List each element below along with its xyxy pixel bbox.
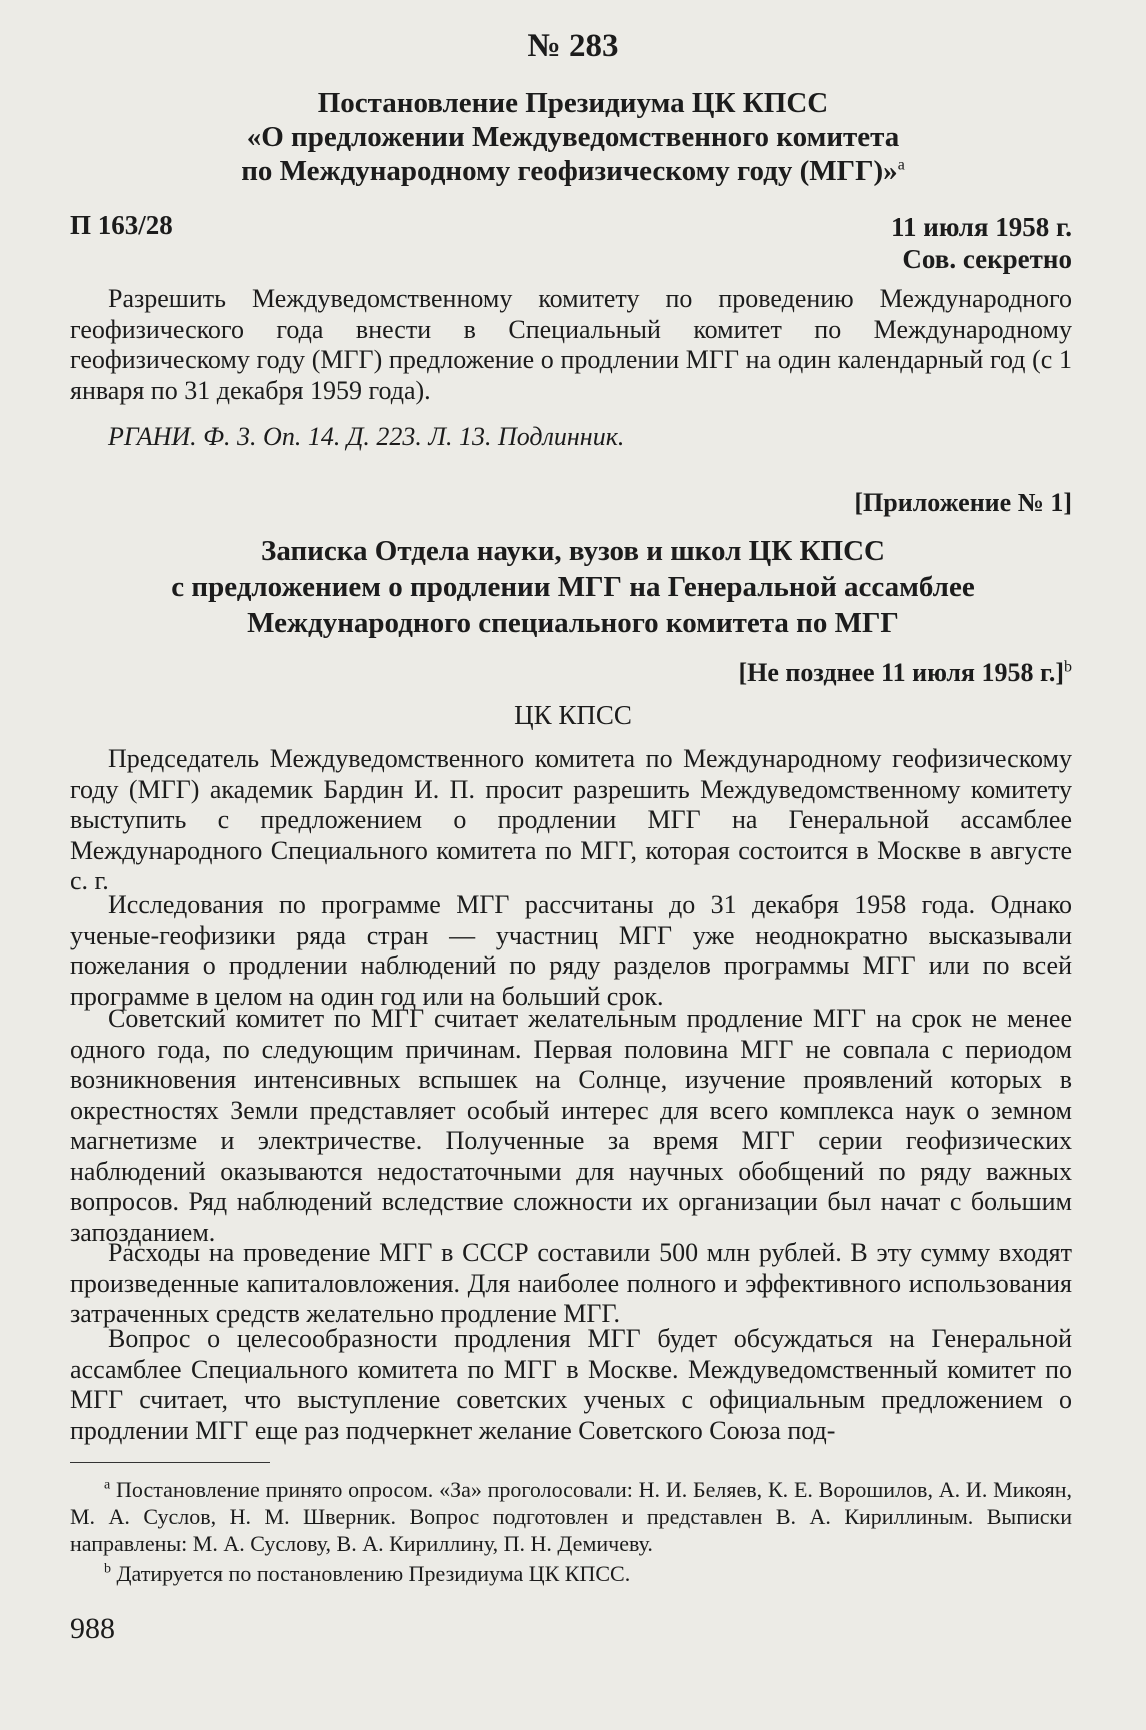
footnote-ref-b: b bbox=[1064, 658, 1072, 676]
appendix-label: [Приложение № 1] bbox=[854, 488, 1072, 517]
page-number: 988 bbox=[70, 1612, 115, 1645]
memo-paragraph-2: Исследования по программе МГГ рассчитаны до 31 декабря 1958 года. Однако ученые-геофизики ряда стран — участниц МГГ уже неоднократно высказывали пожелания о продлении наблюдений по ряду разделов программы МГГ или по всей программе в целом на один год или на больший срок. bbox=[70, 890, 1072, 1011]
title-line-1: Постановление Президиума ЦК КПСС bbox=[317, 87, 829, 119]
document-date: 11 июля 1958 г. bbox=[891, 212, 1072, 242]
memo-paragraph-1: Председатель Междуведомственного комитета по Международному геофизическому году (МГГ) академик Бардин И. П. просит разрешить Междуведомственному комитету выступить с предложением о продлении МГГ на Генеральной ассамблее Международного Специального комитета по МГГ, которая состоится в Москве в августе с. г. bbox=[70, 744, 1072, 895]
addressee: ЦК КПСС bbox=[514, 700, 632, 730]
title-line-2: «О предложении Междуведомственного комитета bbox=[246, 121, 900, 153]
footnote-divider bbox=[70, 1462, 270, 1463]
resolution-text: Разрешить Междуведомственному комитету по проведению Международного геофизического года внести в Специальный комитет по Международному геофизическому году (МГГ) предложение о продлении МГГ на один календарный год (с 1 января по 31 декабря 1959 года). bbox=[70, 284, 1072, 405]
protocol-number: П 163/28 bbox=[70, 210, 173, 240]
archival-source: РГАНИ. Ф. 3. Оп. 14. Д. 223. Л. 13. Подлинник. bbox=[108, 422, 625, 451]
footnote-a: $^а$ Постановление принято опросом. «За» проголосовали: Н. И. Беляев, К. Е. Ворошилов, А. И. Микоян, М. А. Суслов, Н. М. Шверник. Вопрос подготовлен и представлен В. А. Кириллиным. Выписки направлены: М. А. Суслову, В. А. Кириллину, П. Н. Демичеву. bbox=[70, 1477, 1073, 1556]
document-number: № 283 bbox=[527, 28, 619, 64]
memo-paragraph-4: Расходы на проведение МГГ в СССР составили 500 млн рублей. В эту сумму входят произведенные капиталовложения. Для наиболее полного и эффективного использования затраченных средств желательно продление МГГ. bbox=[70, 1238, 1072, 1328]
title-line-3: по Международному геофизическому году (МГГ)»$^а$ bbox=[241, 155, 905, 187]
memo-title-line-2: с предложением о продлении МГГ на Генеральной ассамблее bbox=[171, 571, 975, 603]
memo-date: [Не позднее 11 июля 1958 г.]$^b$ bbox=[738, 658, 1072, 687]
footnote-b: $^b$ Датируется по постановлению Президиума ЦК КПСС. bbox=[104, 1561, 631, 1586]
memo-paragraph-3: Советский комитет по МГГ считает желательным продление МГГ на срок не менее одного года, по следующим причинам. Первая половина МГГ не совпала с периодом возникновения интенсивных вспышек на Солнце, изучение проявлений которых в окрестностях Земли представляет особый интерес для всего комплекса наук о земном магнетизме и электричестве. Полученные за время МГГ серии геофизических наблюдений оказываются недостаточными для научных обобщений по ряду важных вопросов. Ряд наблюдений вследствие сложности их организации был начат с большим запозданием. bbox=[70, 1004, 1072, 1247]
memo-paragraph-5: Вопрос о целесообразности продления МГГ будет обсуждаться на Генеральной ассамблее Специального комитета по МГГ в Москве. Междуведомственный комитет по МГГ считает, что выступление советских ученых с официальным предложением о продлении МГГ еще раз подчеркнет желание Советского Союза под- bbox=[70, 1324, 1072, 1445]
footnote-ref-a: а bbox=[897, 156, 905, 174]
memo-title-line-3: Международного специального комитета по МГГ bbox=[247, 607, 899, 639]
memo-title-line-1: Записка Отдела науки, вузов и школ ЦК КПСС bbox=[261, 535, 885, 567]
classification-stamp: Сов. секретно bbox=[902, 244, 1072, 274]
